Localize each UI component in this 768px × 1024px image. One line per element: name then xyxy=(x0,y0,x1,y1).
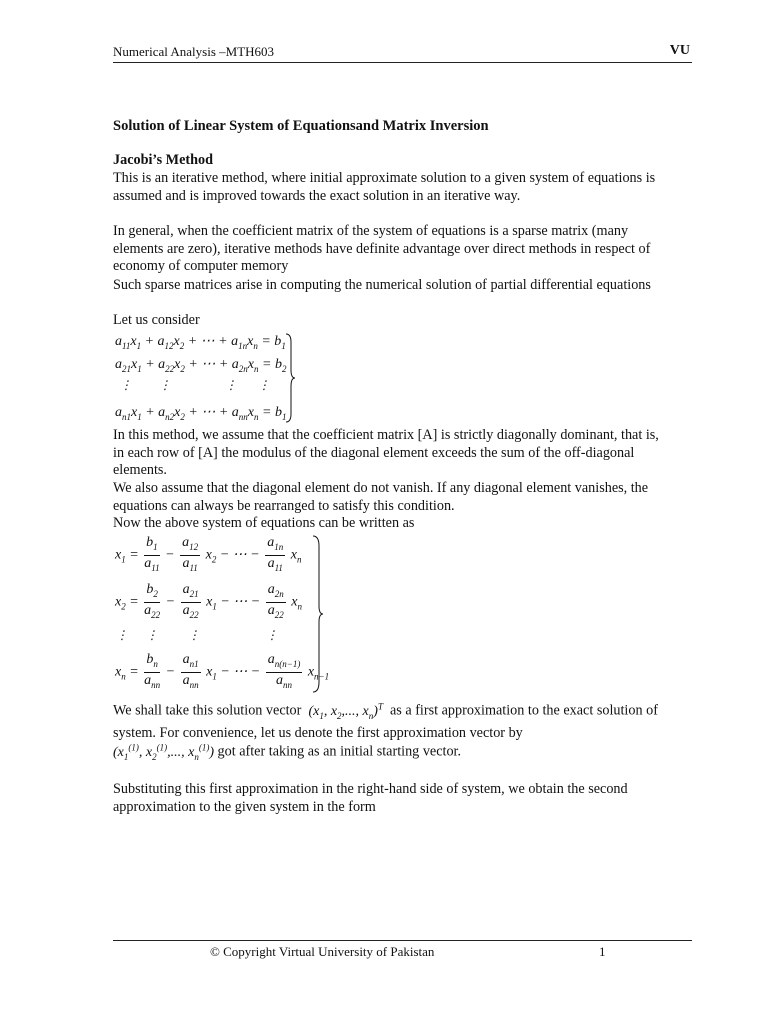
paragraph-rewritten: Now the above system of equations can be written as xyxy=(113,515,415,531)
system-brace-2 xyxy=(311,534,325,694)
equation-row-n: $a_{n1}x_1 + a_{n2}x_2$ + ⋯ + $a_{nn}x_n = b_1$ xyxy=(115,405,287,422)
paragraph-first-approx xyxy=(113,739,673,766)
header-vu-logo-text: VU xyxy=(669,43,690,58)
paragraph-diagonal-dominant: In this method, we assume that the coefficient matrix [A] is strictly diagonally dominant, that is, in each row of [A] the modulus of the diagonal element exceeds the sum of the off-diagonal elements. xyxy=(113,427,659,479)
footer-rule xyxy=(113,940,692,941)
jacobi-equation-n: $x_n$ = $\frac{b_n}{a_{nn}}$ − $\frac{a_{n1}}{a_{nn}}$ $x_1$ − ⋯ − $\frac{a_{n(n-1)}}{a_{nn}}$ $x_{n-1}$ xyxy=(115,652,330,690)
system-brace-1 xyxy=(284,332,296,424)
footer-page-number: 1 xyxy=(599,944,606,959)
first-approx-text: got after taking as an initial starting vector. xyxy=(217,743,462,760)
footer-copyright: © Copyright Virtual University of Pakistan xyxy=(210,944,435,959)
paragraph-sparse: In general, when the coefficient matrix of the system of equations is a sparse matrix (many elements are zero), iterative methods have definite advantage over direct methods in respect of economy of computer memory xyxy=(113,223,651,275)
paragraph-intro: This is an iterative method, where initial approximate solution to a given system of equations is assumed and is improved towards the exact solution in an iterative way. xyxy=(113,170,656,204)
section-heading: Jacobi’s Method xyxy=(113,152,213,168)
paragraph-solution-vector xyxy=(113,698,673,743)
jacobi-equation-1: $x_1$ = $\frac{b_1}{a_{11}}$ − $\frac{a_{12}}{a_{11}}$ $x_2$ − ⋯ − $\frac{a_{1n}}{a_{11}}$ $x_n$ xyxy=(115,535,302,573)
solution-vector-text-b: as a first approximation to the exact solution of system. For convenience, let us denote the first approximation vector by xyxy=(113,702,658,742)
equation-vdots: ⋮ ⋮ ⋮ ⋮ xyxy=(120,378,270,392)
paragraph-second-approx: Substituting this first approximation in the right-hand side of system, we obtain the second approximation to the given system in the form xyxy=(113,781,628,815)
paragraph-consider: Let us consider xyxy=(113,312,200,328)
equation-row-1: $a_{11}x_1 + a_{12}x_2$ + ⋯ + $a_{1n}x_n = b_1$ xyxy=(115,334,286,351)
jacobi-equation-2: $x_2$ = $\frac{b_2}{a_{22}}$ − $\frac{a_{21}}{a_{22}}$ $x_1$ − ⋯ − $\frac{a_{2n}}{a_{22}}$ $x_n$ xyxy=(115,582,302,620)
paragraph-pde: Such sparse matrices arise in computing the numerical solution of partial differential equations xyxy=(113,277,651,293)
header-rule xyxy=(113,62,692,63)
jacobi-vdots: ⋮ ⋮ ⋮ ⋮ xyxy=(116,628,278,642)
paragraph-nonvanishing: We also assume that the diagonal element do not vanish. If any diagonal element vanishes, the equations can always be rearranged to satisfy this condition. xyxy=(113,480,649,514)
solution-vector-text-a: We shall take this solution vector xyxy=(113,702,302,719)
equation-row-2: $a_{21}x_1 + a_{22}x_2$ + ⋯ + $a_{2n}x_n = b_2$ xyxy=(115,357,287,374)
solution-vector-formula: ($x_1$, $x_2$,..., $x_n)^T$ xyxy=(304,701,383,721)
header-course-title: Numerical Analysis –MTH603 xyxy=(113,44,275,59)
page-title: Solution of Linear System of Equationsand Matrix Inversion xyxy=(113,118,489,134)
first-approx-formula: ($x_1^{(1)}$, $x_2^{(1)}$,..., $x_n^{(1)}$) xyxy=(113,742,214,762)
